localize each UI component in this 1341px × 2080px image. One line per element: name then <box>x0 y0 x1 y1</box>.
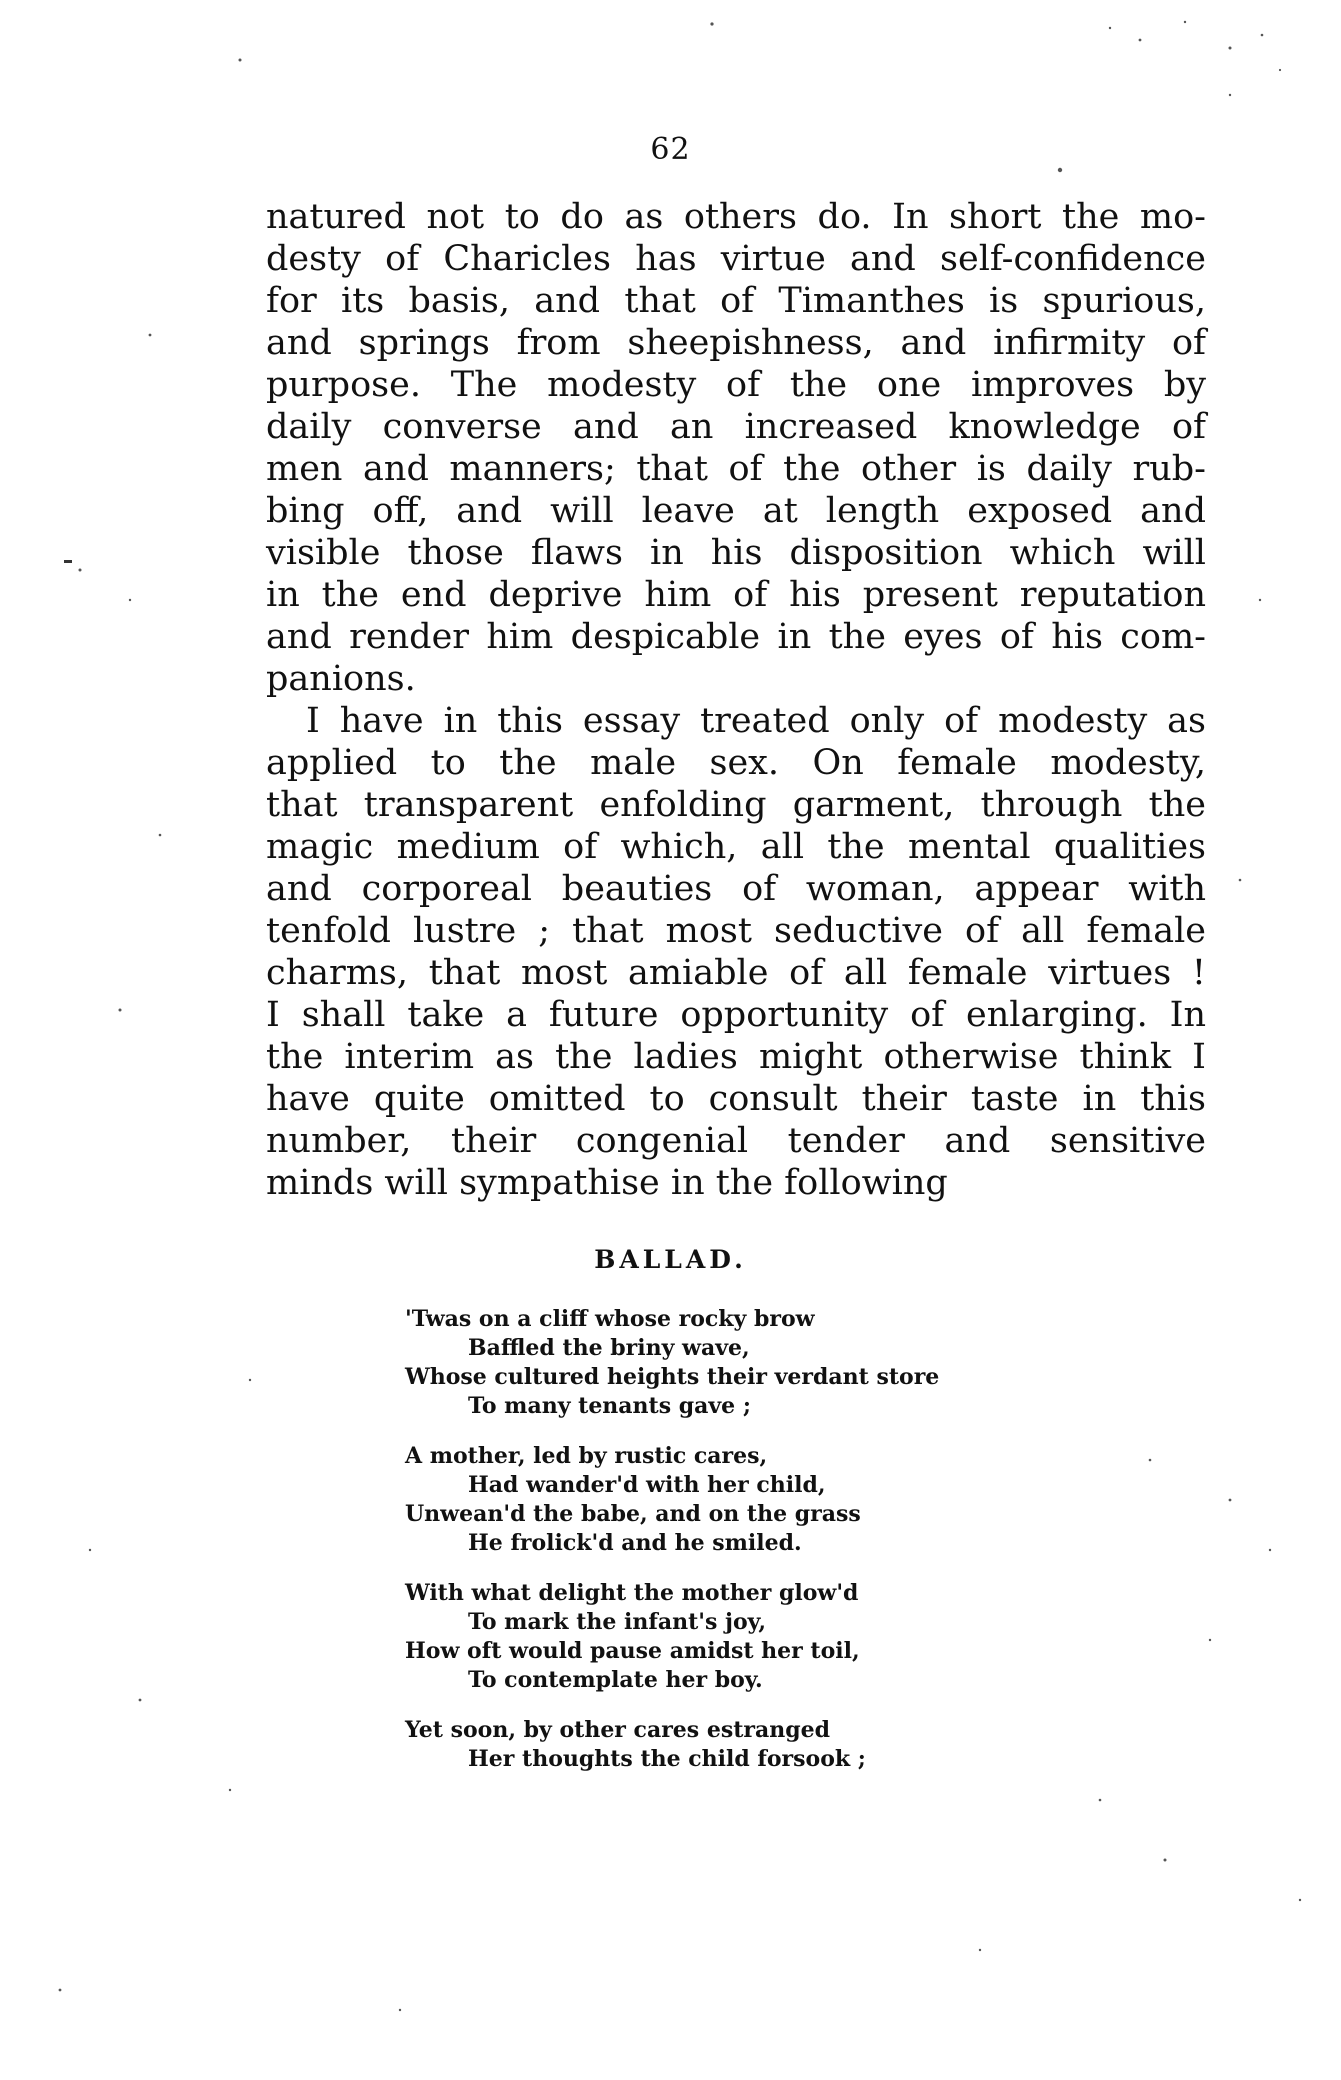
poem-line: To many tenants gave ; <box>468 1393 751 1419</box>
text-line: I shall take a future opportunity of enlarging. In <box>266 995 1206 1035</box>
poem-line: A mother, led by rustic cares, <box>405 1443 768 1469</box>
poem-stanza <box>405 1442 1025 1558</box>
ballad-poem <box>405 1305 1025 1795</box>
text-line: natured not to do as others do. In short the mo- <box>266 197 1206 237</box>
poem-line: Had wander'd with her child, <box>468 1472 826 1498</box>
text-line: visible those flaws in his disposition which will <box>266 533 1206 573</box>
poem-stanza <box>405 1579 1025 1695</box>
text-line: have quite omitted to consult their taste in this <box>266 1079 1206 1119</box>
text-line: bing off, and will leave at length exposed and <box>266 491 1206 531</box>
text-line: tenfold lustre ; that most seductive of all female <box>266 911 1206 951</box>
poem-line: Yet soon, by other cares estranged <box>405 1717 830 1743</box>
poem-line: To contemplate her boy. <box>468 1667 763 1693</box>
text-line: daily converse and an increased knowledge of <box>266 407 1206 447</box>
essay-text <box>266 196 1206 1204</box>
page-number: 62 <box>650 132 691 167</box>
poem-line: How oft would pause amidst her toil, <box>405 1638 860 1664</box>
text-line: panions. <box>266 659 416 699</box>
poem-line: He frolick'd and he smiled. <box>468 1530 802 1556</box>
poem-stanza <box>405 1305 1025 1421</box>
text-line: in the end deprive him of his present reputation <box>266 575 1206 615</box>
poem-line: To mark the infant's joy, <box>468 1609 766 1635</box>
ballad-title: BALLAD. <box>594 1245 747 1274</box>
text-line: I have in this essay treated only of modesty as <box>306 701 1206 741</box>
text-line: purpose. The modesty of the one improves by <box>266 365 1206 405</box>
text-line: that transparent enfolding garment, through the <box>266 785 1206 825</box>
poem-line: Her thoughts the child forsook ; <box>468 1746 866 1772</box>
poem-stanza <box>405 1716 1025 1774</box>
text-line: and springs from sheepishness, and infirmity of <box>266 323 1206 363</box>
poem-line: 'Twas on a cliff whose rocky brow <box>405 1306 815 1332</box>
text-line: and render him despicable in the eyes of his com- <box>266 617 1206 657</box>
text-line: charms, that most amiable of all female virtues ! <box>266 953 1206 993</box>
text-line: minds will sympathise in the following <box>266 1163 948 1203</box>
text-line: number, their congenial tender and sensitive <box>266 1121 1206 1161</box>
poem-line: With what delight the mother glow'd <box>405 1580 859 1606</box>
text-line: applied to the male sex. On female modesty, <box>266 743 1206 783</box>
poem-line: Whose cultured heights their verdant store <box>405 1364 940 1390</box>
text-line: for its basis, and that of Timanthes is spurious, <box>266 281 1206 321</box>
text-line: and corporeal beauties of woman, appear with <box>266 869 1206 909</box>
text-line: desty of Charicles has virtue and self-confidence <box>266 239 1206 279</box>
poem-line: Unwean'd the babe, and on the grass <box>405 1501 861 1527</box>
text-line: magic medium of which, all the mental qualities <box>266 827 1206 867</box>
text-line: men and manners; that of the other is daily rub- <box>266 449 1206 489</box>
poem-line: Baffled the briny wave, <box>468 1335 750 1361</box>
text-line: the interim as the ladies might otherwise think I <box>266 1037 1206 1077</box>
